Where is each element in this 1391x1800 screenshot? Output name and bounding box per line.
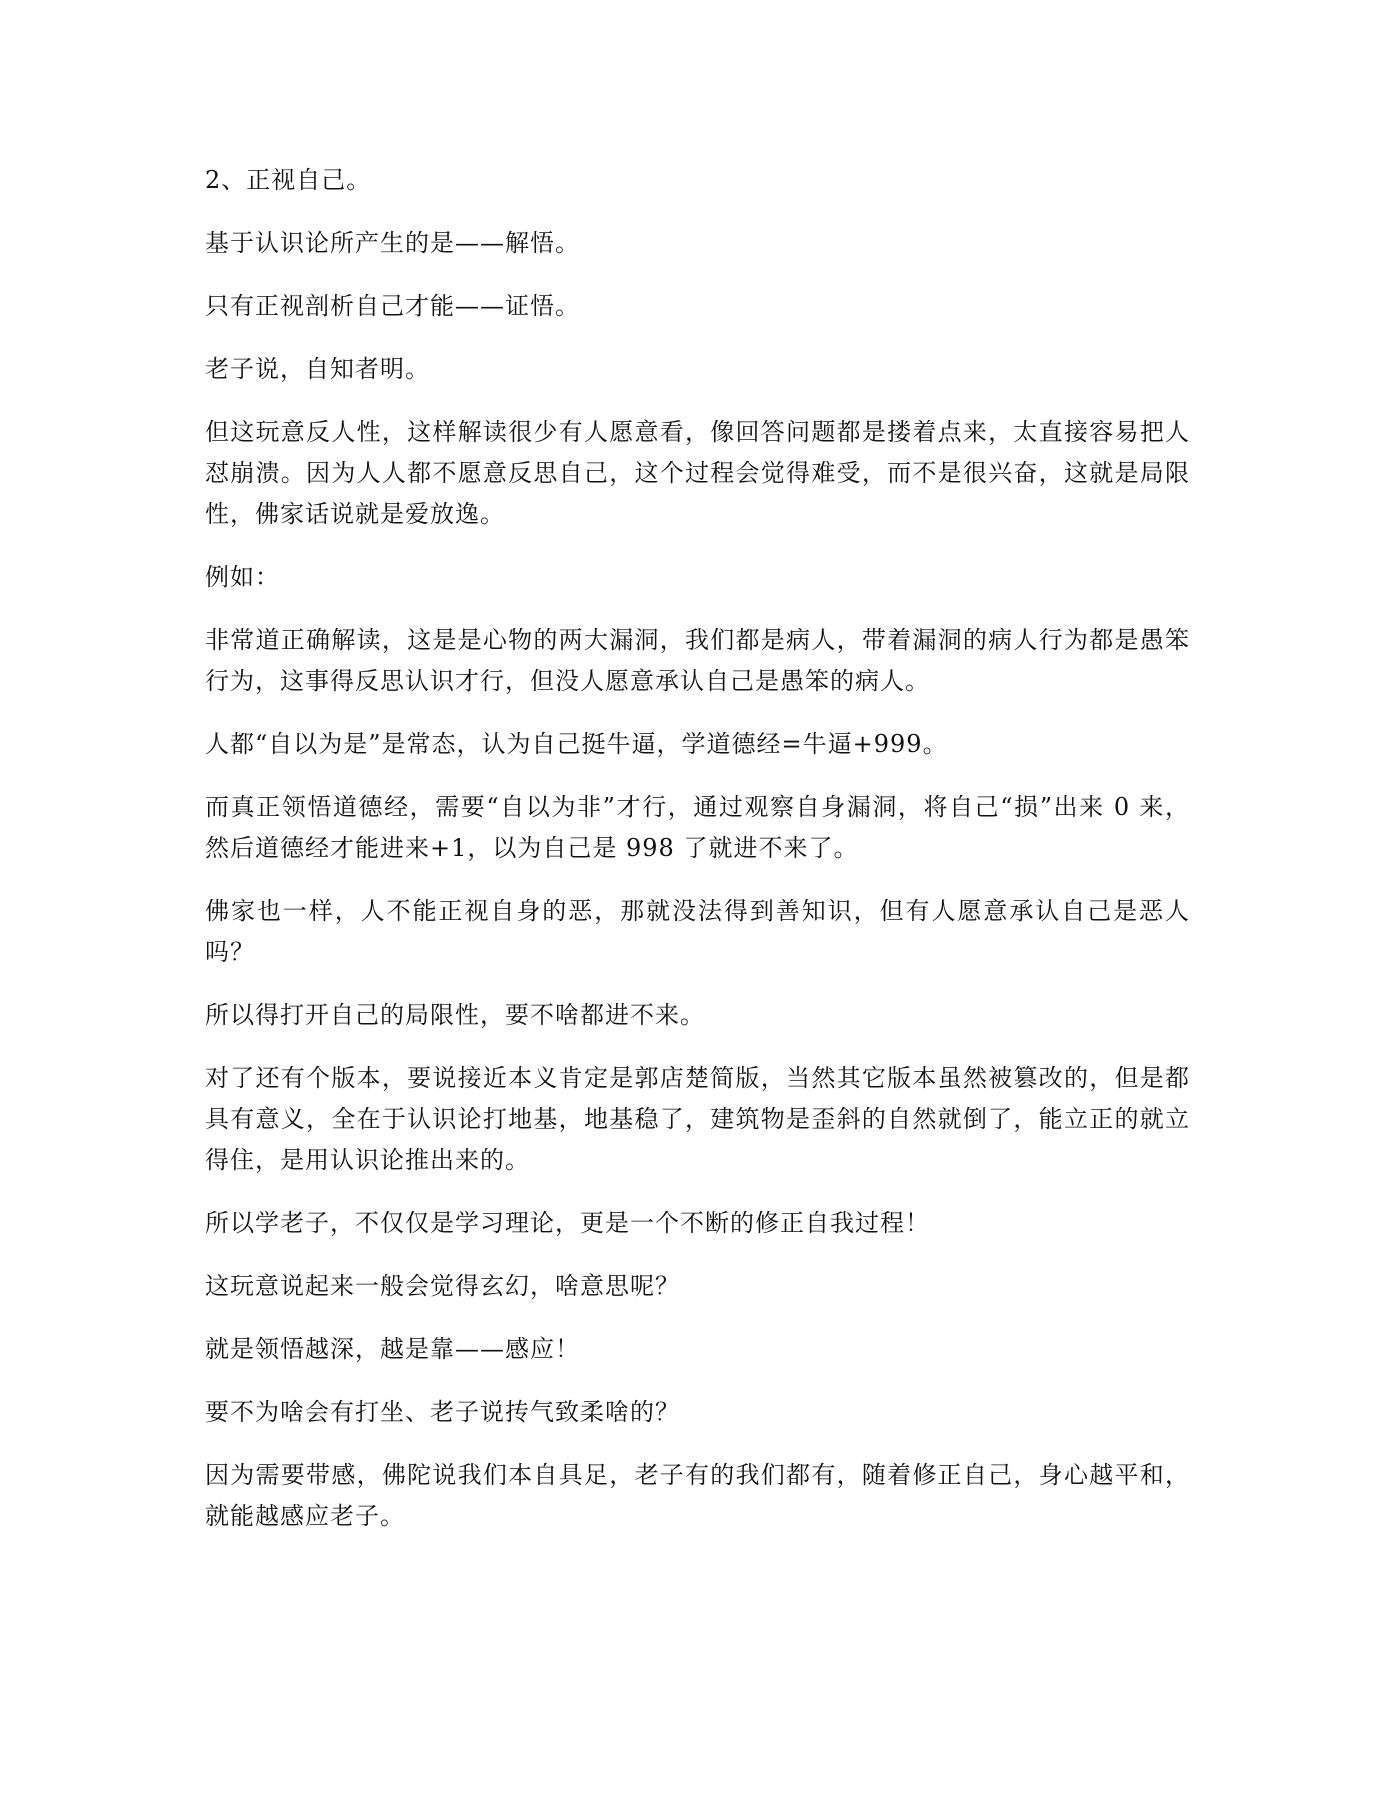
paragraph: 所以得打开自己的局限性，要不啥都进不来。 — [205, 1001, 705, 1029]
paragraph: 要不为啥会有打坐、老子说抟气致柔啥的？ — [205, 1398, 680, 1426]
paragraph: 而真正领悟道德经，需要“自以为非”才行，通过观察自身漏洞，将自己“损”出来 0 来，然后道德经才能进来+1，以为自己是 998 了就进不来了。 — [205, 793, 1190, 862]
paragraph: 老子说，自知者明。 — [205, 355, 430, 383]
paragraph: 佛家也一样，人不能正视自身的恶，那就没法得到善知识，但有人愿意承认自己是恶人吗？ — [205, 897, 1190, 966]
paragraph: 人都“自以为是”是常态，认为自己挺牛逼，学道德经=牛逼+999。 — [205, 730, 948, 758]
paragraph: 只有正视剖析自己才能——证悟。 — [205, 292, 580, 320]
paragraph: 但这玩意反人性，这样解读很少有人愿意看，像回答问题都是搂着点来，太直接容易把人怼崩溃。因为人人都不愿意反思自己，这个过程会觉得难受，而不是很兴奋，这就是局限性，佛家话说就是爱放逸。 — [205, 418, 1190, 528]
paragraph: 对了还有个版本，要说接近本义肯定是郭店楚简版，当然其它版本虽然被篡改的，但是都具有意义，全在于认识论打地基，地基稳了，建筑物是歪斜的自然就倒了，能立正的就立得住，是用认识论推出来的。 — [205, 1064, 1190, 1174]
paragraph: 基于认识论所产生的是——解悟。 — [205, 229, 580, 257]
paragraph-heading: 2、正视自己。 — [205, 166, 372, 194]
paragraph: 非常道正确解读，这是是心物的两大漏洞，我们都是病人，带着漏洞的病人行为都是愚笨行为，这事得反思认识才行，但没人愿意承认自己是愚笨的病人。 — [205, 626, 1190, 695]
paragraph: 就是领悟越深，越是靠——感应！ — [205, 1335, 580, 1363]
paragraph: 例如： — [205, 563, 280, 591]
paragraph: 所以学老子，不仅仅是学习理论，更是一个不断的修正自我过程！ — [205, 1209, 930, 1237]
paragraph: 因为需要带感，佛陀说我们本自具足，老子有的我们都有，随着修正自己，身心越平和，就能越感应老子。 — [205, 1461, 1190, 1530]
document-body — [205, 160, 1190, 1559]
paragraph: 这玩意说起来一般会觉得玄幻，啥意思呢？ — [205, 1272, 680, 1300]
